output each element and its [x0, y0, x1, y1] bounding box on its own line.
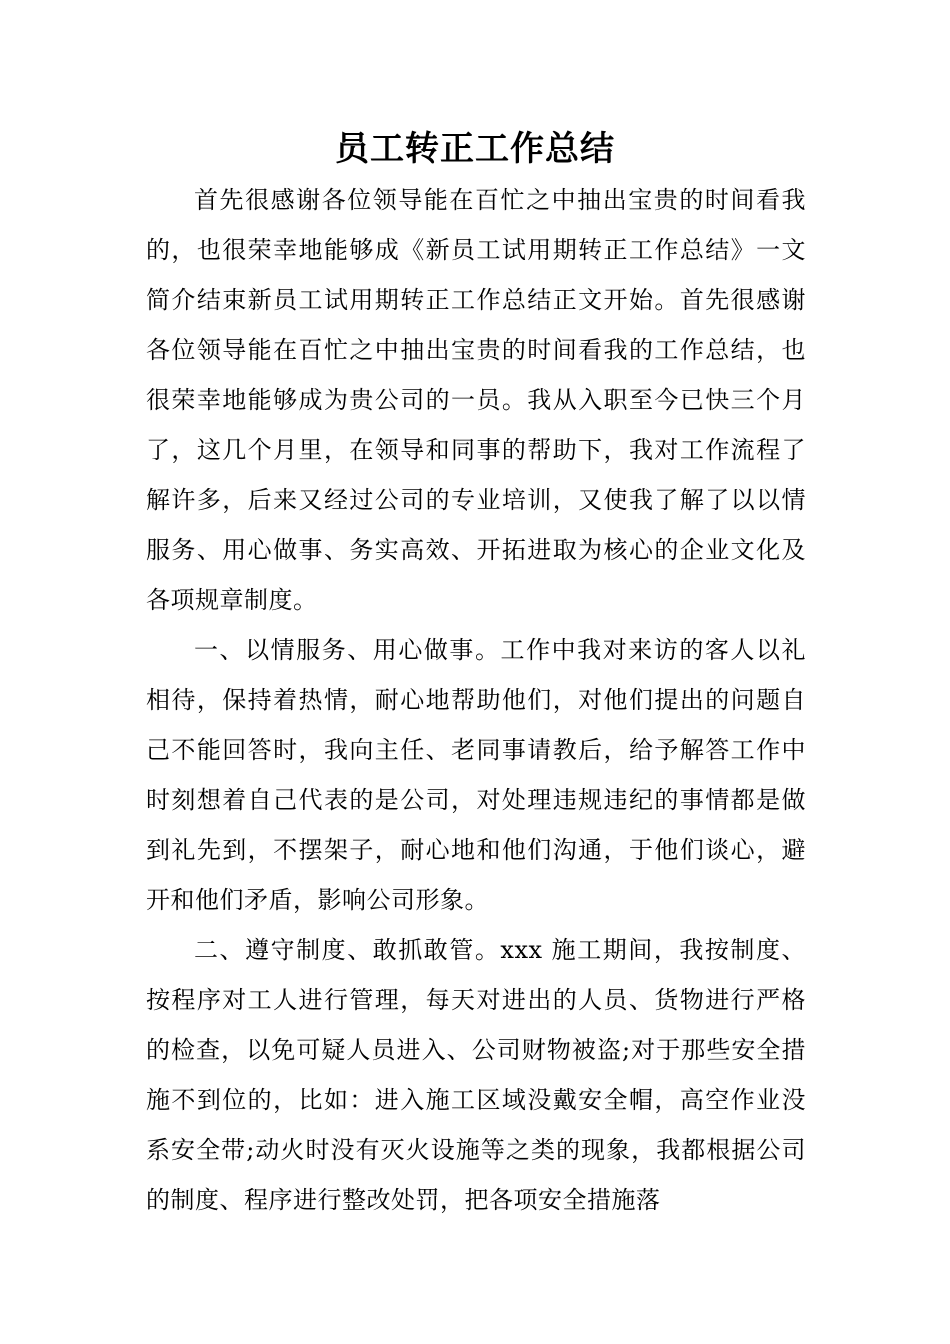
document-title: 员工转正工作总结 — [335, 129, 615, 169]
document-body — [146, 175, 806, 1225]
paragraph-intro: 首先很感谢各位领导能在百忙之中抽出宝贵的时间看我的，也很荣幸地能够成《新员工试用期转正工作总结》一文简介结束新员工试用期转正工作总结正文开始。首先很感谢各位领导能在百忙之中抽出宝贵的时间看我的工作总结，也很荣幸地能够成为贵公司的一员。我从入职至今已快三个月了，这几个月里，在领导和同事的帮助下，我对工作流程了解许多，后来又经过公司的专业培训，又使我了解了以以情服务、用心做事、务实高效、开拓进取为核心的企业文化及各项规章制度。 — [146, 186, 806, 614]
paragraph-section-two: 二、遵守制度、敢抓敢管。xxx 施工期间，我按制度、按程序对工人进行管理，每天对进出的人员、货物进行严格的检查，以免可疑人员进入、公司财物被盗;对于那些安全措施不到位的，比如：进入施工区域没戴安全帽，高空作业没系安全带;动火时没有灭火设施等之类的现象，我都根据公司的制度、程序进行整改处罚，把各项安全措施落 — [146, 936, 806, 1214]
paragraph-section-one: 一、以情服务、用心做事。工作中我对来访的客人以礼相待，保持着热情，耐心地帮助他们，对他们提出的问题自己不能回答时，我向主任、老同事请教后，给予解答工作中时刻想着自己代表的是公司，对处理违规违纪的事情都是做到礼先到，不摆架子，耐心地和他们沟通，于他们谈心，避开和他们矛盾，影响公司形象。 — [146, 636, 806, 914]
